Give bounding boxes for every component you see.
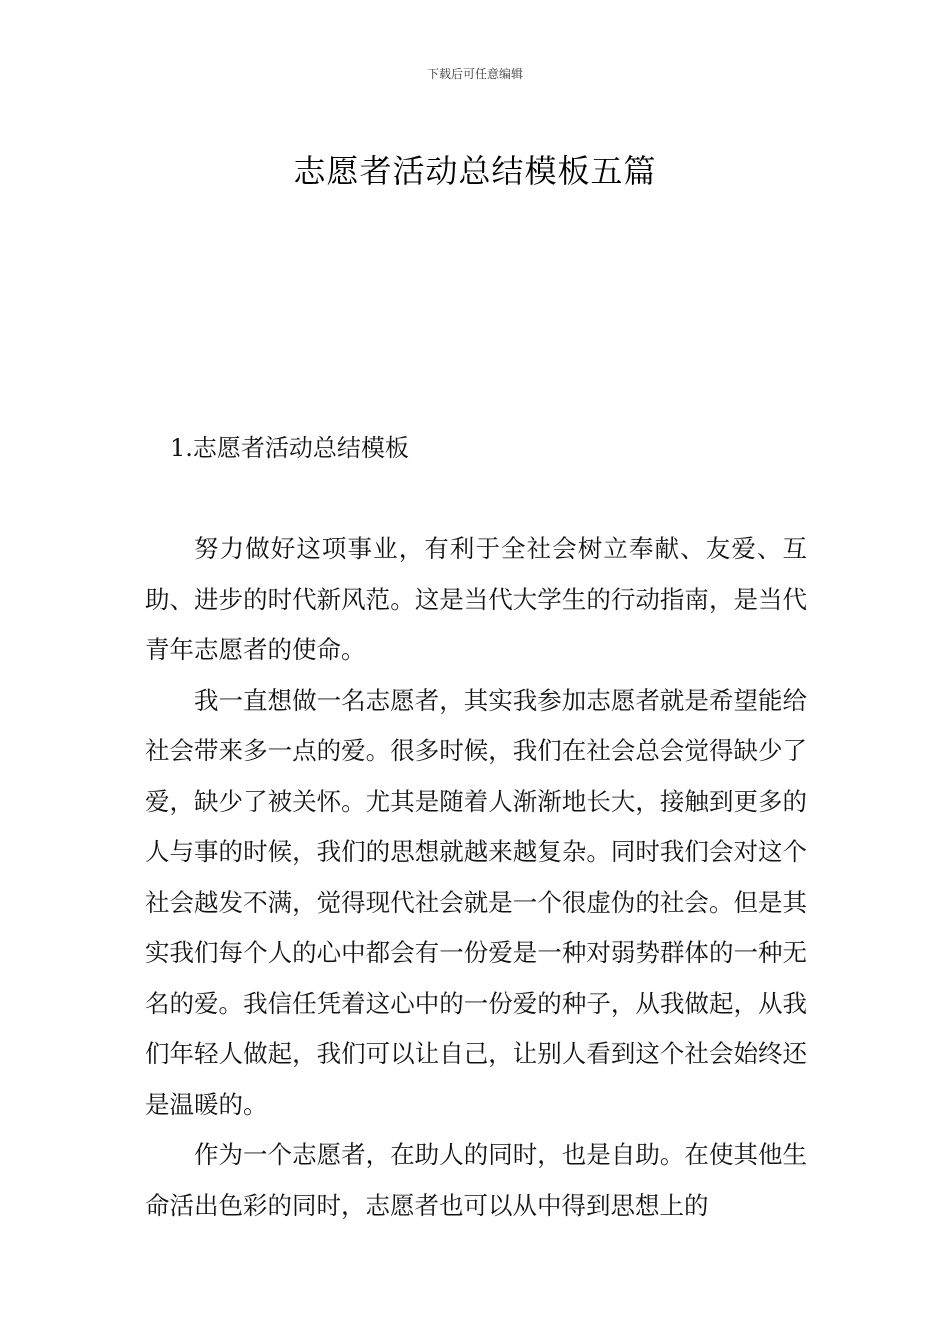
paragraph: 努力做好这项事业，有利于全社会树立奉献、友爱、互助、进步的时代新风范。这是当代大学生的行动指南，是当代青年志愿者的使命。 — [145, 534, 807, 664]
document-title: 志愿者活动总结模板五篇 — [293, 152, 657, 191]
section-heading: 1.志愿者活动总结模板 — [170, 434, 409, 462]
paragraph: 我一直想做一名志愿者，其实我参加志愿者就是希望能给社会带来多一点的爱。很多时候，我们在社会总会觉得缺少了爱，缺少了被关怀。尤其是随着人渐渐地长大，接触到更多的人与事的时候，我们的思想就越来越复杂。同时我们会对这个社会越发不满，觉得现代社会就是一个很虚伪的社会。但是其实我们每个人的心中都会有一份爱是一种对弱势群体的一种无名的爱。我信任凭着这心中的一份爱的种子，从我做起，从我们年轻人做起，我们可以让自己，让别人看到这个社会始终还是温暖的。 — [145, 685, 807, 1119]
paragraph: 作为一个志愿者，在助人的同时，也是自助。在使其他生命活出色彩的同时，志愿者也可以从中得到思想上的 — [145, 1140, 807, 1220]
header-note: 下载后可任意编辑 — [426, 67, 523, 81]
body-text — [145, 524, 807, 1231]
